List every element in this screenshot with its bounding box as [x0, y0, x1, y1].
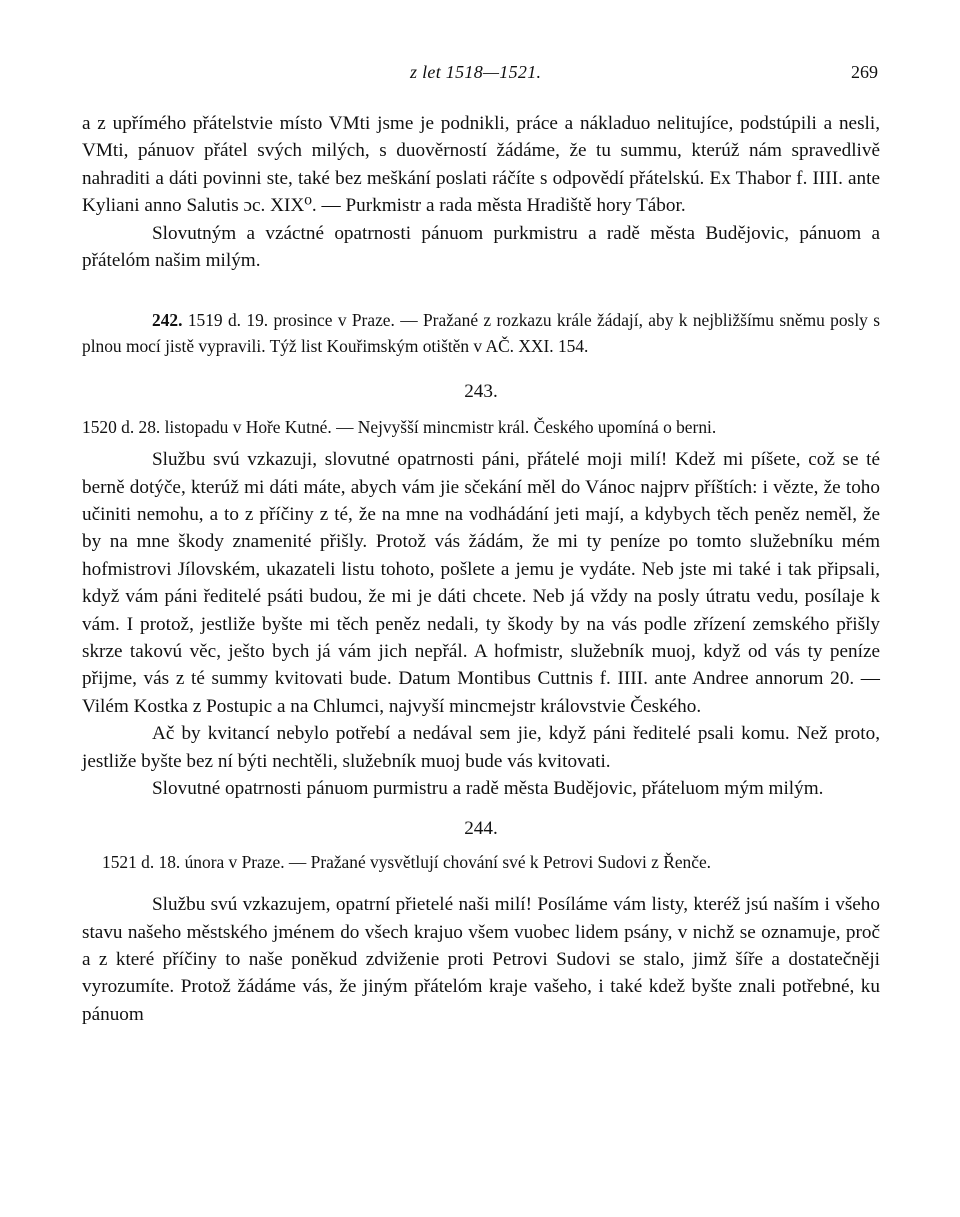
entry-243-address: Slovutné opatrnosti pánuom purmistru a radě města Budějovic, přáteluom mým milým.	[152, 778, 824, 800]
running-header	[82, 58, 880, 88]
entry-242-number: 242.	[152, 310, 183, 331]
entry-243-summary: 1520 d. 28. listopadu v Hoře Kutné. — Nejvyšší mincmistr král. Českého upomíná o berni.	[82, 416, 717, 437]
entry-242-text: 1519 d. 19. prosince v Praze. — Pražané z rozkazu krále žádají, aby k nejbližšímu sněmu posly s plnou mocí jistě vypravili. Týž list Kouřimským otištěn v AČ. XXI. 154.	[82, 310, 880, 357]
entry-243-body: Službu svú vzkazuji, slovutné opatrnosti páni, přátelé moji milí! Kdež mi píšete, což se té berně dotýče, kterúž mi dáti máte, abych vám jie sčekání měl do Vánoc najprv příštích: i vězte, že toho učiniti nemohu, a to z příčiny z té, že na mne na vodhádání jeti mají, a kdybych těch peněz neměl, že by na mne škody znamenité přišly. Protož vás žádám, že mi ty peníze po tomto služebníku mém hofmistrovi Jílovském, ukazateli listu tohoto, pošlete a jemu je vydáte. Neb jste mi také i tak připsali, když vám páni ředitelé psáti budou, že mi je dáti chcete. Neb já vždy na posly útratu vedu, posílaje k vám. I protož, jestliže byšte mi těch peněz nedali, ty škody by na vás podle zřízení zemského přišly skrze takovú věc, ješto bych já vám jich nepřál. A hofmistr, služebník muoj, když od vás ty peníze přijme, vás z té summy kvitovati bude. Datum Montibus Cuttnis f. IIII. ante Andree annorum 20. — Vilém Kostka z Postupic a na Chlumci, najvyší mincmejstr královstvie Českého.	[82, 449, 880, 717]
document-page	[82, 58, 880, 1028]
entry-243-postscript: Ač by kvitancí nebylo potřebí a nedával sem jie, když páni ředitelé psali komu. Než proto, jestliže byšte bez ní býti nechtěli, služebník muoj bude vás kvitovati.	[82, 723, 880, 772]
running-title: z let 1518—1521.	[410, 62, 542, 82]
entry-244-heading: 244.	[464, 817, 498, 839]
entry-243-heading: 243.	[464, 380, 498, 402]
paragraph-continuation: a z upřímého přátelstvie místo VMti jsme je podnikli, práce a nákladuo nelitujíce, podstúpili a nesli, VMti, pánuov přátel svých milých, s duověrností žádáme, že tu summu, kterúž nám spravedlivě nahraditi a dáti povinni ste, také bez meškání poslati ráčíte s odpovědí přátelskú. Ex Thabor f. IIII. ante Kyliani anno Salutis ɔc. XIX⁰. — Purkmistr a rada města Hradiště hory Tábor.	[82, 113, 880, 217]
entry-244-body: Službu svú vzkazujem, opatrní přietelé naši milí! Posíláme vám listy, kteréž jsú naším i všeho stavu našeho městského jménem do všech krajuo všem vuobec lidem psány, v nichž se oznamuje, proč a z které příčiny to naše poněkud zdviženie proti Petrovi Sudovi se stalo, jimž šíře a dostatečněji vyrozumíte. Protož žádáme vás, že jiným přátelóm kraje vašeho, i také kdež byšte znali potřebné, ku pánuom	[82, 894, 880, 1025]
address-paragraph: Slovutným a vzáctné opatrnosti pánuom purkmistru a radě města Budějovic, pánuom a přátelóm našim milým.	[82, 222, 880, 272]
page-number: 269	[851, 62, 878, 82]
entry-244-summary: 1521 d. 18. února v Praze. — Pražané vysvětlují chování své k Petrovi Sudovi z Řenče.	[102, 851, 712, 872]
entry-242	[82, 308, 880, 359]
